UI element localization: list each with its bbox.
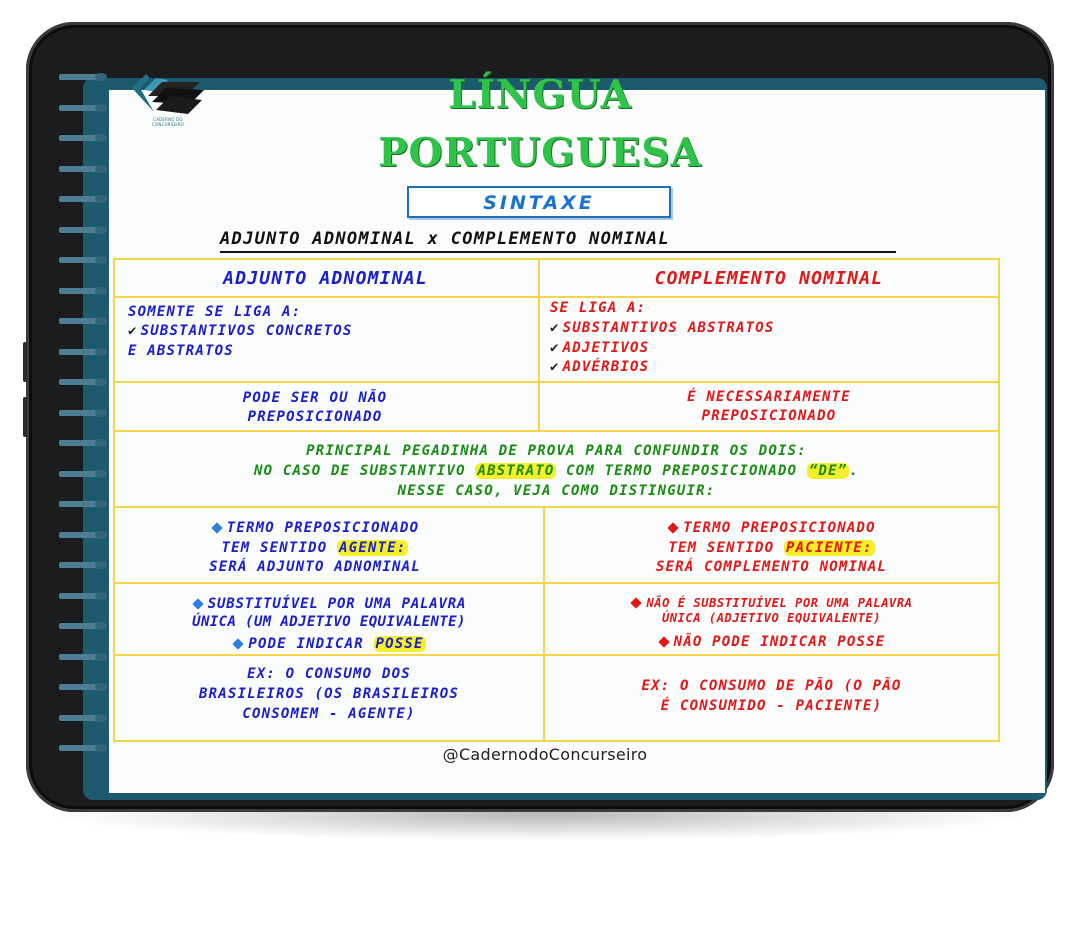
spiral-ring: [59, 317, 111, 325]
social-handle: @CadernodoConcurseiro: [442, 745, 648, 764]
tip-line2: NO CASO DE SUBSTANTIVO ABSTRATO COM TERMO PREPOSICIONADO “DE” .: [253, 463, 859, 479]
spiral-ring: [59, 683, 111, 691]
diamond-icon: [668, 522, 679, 533]
spiral-ring: [59, 287, 111, 295]
check-icon: ✔: [550, 340, 560, 356]
spiral-ring: [59, 409, 111, 417]
spiral-ring: [59, 378, 111, 386]
spiral-ring: [59, 592, 111, 600]
left-subst-line2: ÚNICA (UM ADJETIVO EQUIVALENTE): [192, 614, 466, 630]
left-subst-line1: SUBSTITUÍVEL POR UMA PALAVRA: [115, 596, 543, 612]
spiral-ring: [59, 653, 111, 661]
notebook-spiral-binding: [57, 0, 117, 943]
right-subst-line2: ÚNICA (ADJETIVO EQUIVALENTE): [661, 611, 882, 625]
spiral-ring: [59, 714, 111, 722]
check-icon: ✔: [550, 320, 560, 336]
tip-line1: PRINCIPAL PEGADINHA DE PROVA PARA CONFUNDIR OS DOIS:: [306, 443, 807, 459]
diamond-icon: [233, 638, 244, 649]
highlight-abstrato: ABSTRATO: [477, 463, 555, 479]
topic-subtitle: ADJUNTO ADNOMINAL x COMPLEMENTO NOMINAL: [220, 229, 896, 253]
page-title-line2: PORTUGUESA: [378, 130, 702, 176]
spiral-ring: [59, 531, 111, 539]
spiral-ring: [59, 73, 111, 81]
spiral-ring: [59, 226, 111, 234]
right-links-item: ✔ SUBSTANTIVOS ABSTRATOS: [550, 320, 775, 336]
section-label: SINTAXE: [483, 192, 595, 214]
page-title-line1: LÍNGUA: [448, 72, 632, 118]
spiral-ring: [59, 165, 111, 173]
right-column-header: COMPLEMENTO NOMINAL: [654, 268, 884, 289]
left-prep-line1: PODE SER OU NÃO: [242, 390, 388, 406]
right-links-item: ✔ ADJETIVOS: [550, 340, 650, 356]
tip-line3: NESSE CASO, VEJA COMO DISTINGUIR:: [397, 483, 716, 499]
spiral-ring: [59, 134, 111, 142]
spiral-ring: [59, 348, 111, 356]
diamond-icon: [631, 597, 642, 608]
left-sense-line2: TEM SENTIDO AGENTE:: [221, 540, 407, 556]
left-sense-line1: TERMO PREPOSICIONADO: [115, 520, 515, 536]
left-sense-line3: SERÁ ADJUNTO ADNOMINAL: [209, 559, 421, 575]
highlight-posse: POSSE: [375, 636, 424, 652]
volume-button: [23, 342, 27, 382]
section-label-box: [407, 186, 671, 218]
spiral-ring: [59, 744, 111, 752]
left-links-item-cont: E ABSTRATOS: [128, 343, 234, 359]
right-subst-line1: NÃO É SUBSTITUÍVEL POR UMA PALAVRA: [545, 596, 998, 610]
spiral-ring: [59, 104, 111, 112]
left-example-line2: BRASILEIROS (OS BRASILEIROS: [199, 686, 459, 702]
right-example-line1: EX: O CONSUMO DE PÃO (O PÃO: [641, 678, 902, 694]
left-links-intro: SOMENTE SE LIGA A:: [128, 304, 302, 320]
left-links-item: ✔ SUBSTANTIVOS CONCRETOS: [128, 323, 353, 339]
diamond-icon: [211, 522, 222, 533]
spiral-ring: [59, 470, 111, 478]
right-links-item: ✔ ADVÉRBIOS: [550, 359, 650, 375]
left-column-header: ADJUNTO ADNOMINAL: [223, 268, 428, 289]
highlight-agente: AGENTE:: [339, 540, 407, 556]
right-sense-line1: TERMO PREPOSICIONADO: [545, 520, 998, 536]
diamond-icon: [192, 598, 203, 609]
spiral-ring: [59, 195, 111, 203]
left-example-line1: EX: O CONSUMO DOS: [247, 666, 411, 682]
spiral-ring: [59, 622, 111, 630]
highlight-de: “DE”: [808, 463, 848, 479]
right-prep-line2: PREPOSICIONADO: [701, 408, 837, 424]
spiral-ring: [59, 439, 111, 447]
right-links-intro: SE LIGA A:: [550, 300, 647, 316]
highlight-paciente: PACIENTE:: [785, 540, 873, 556]
check-icon: ✔: [128, 323, 138, 339]
logo-caption: CADERNO DO CONCURSEIRO: [152, 117, 184, 127]
diamond-icon: [658, 636, 669, 647]
spiral-ring: [59, 561, 111, 569]
right-sense-line2: TEM SENTIDO PACIENTE:: [668, 540, 873, 556]
volume-button: [23, 397, 27, 437]
left-example-line3: CONSOMEM - AGENTE): [242, 706, 416, 722]
spiral-ring: [59, 256, 111, 264]
spiral-ring: [59, 500, 111, 508]
right-example-line2: É CONSUMIDO - PACIENTE): [660, 698, 883, 714]
right-sense-line3: SERÁ COMPLEMENTO NOMINAL: [655, 559, 888, 575]
left-prep-line2: PREPOSICIONADO: [247, 409, 383, 425]
right-prep-line1: É NECESSARIAMENTE: [687, 389, 851, 405]
right-subst-line3: NÃO PODE INDICAR POSSE: [545, 634, 998, 650]
left-subst-line3: PODE INDICAR POSSE: [115, 636, 543, 652]
check-icon: ✔: [550, 359, 560, 375]
